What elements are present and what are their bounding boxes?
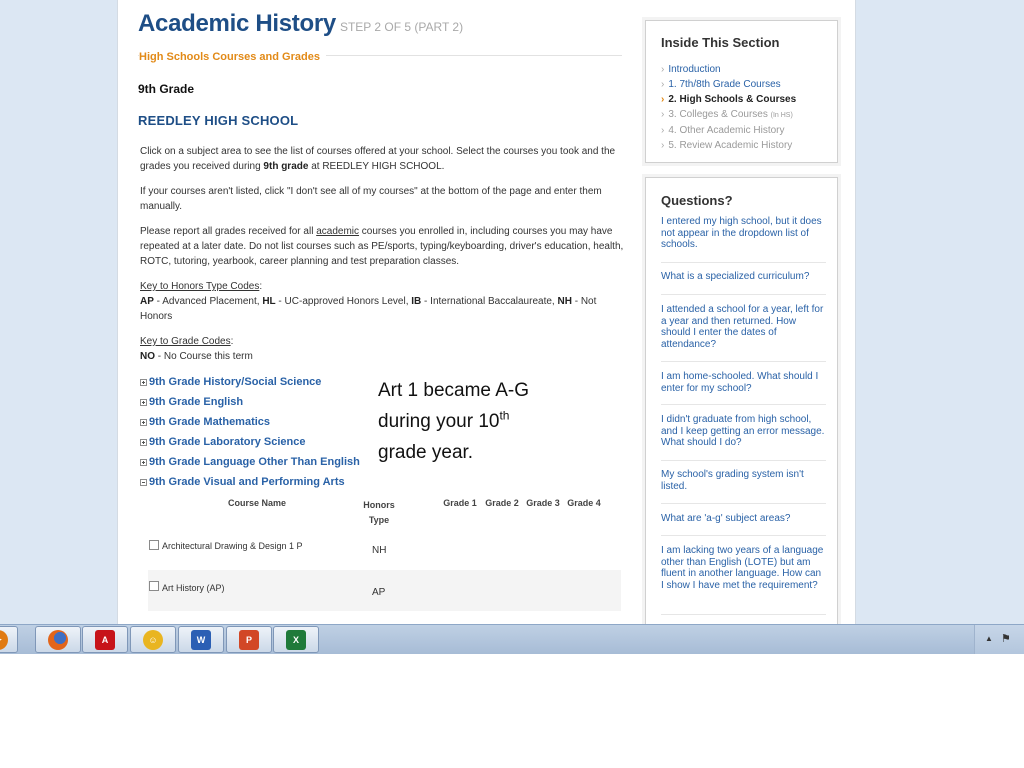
expand-icon	[140, 399, 147, 406]
expand-icon	[140, 439, 147, 446]
step-indicator: STEP 2 OF 5 (PART 2)	[339, 20, 464, 34]
action-center-flag-icon[interactable]: ⚑	[1001, 633, 1011, 645]
firefox-icon	[48, 630, 68, 650]
questions-panel	[645, 177, 838, 637]
panel-title: Inside This Section	[661, 35, 780, 50]
instructions-paragraph-2: If your courses aren't listed, click "I don't see all of my courses" at the bottom of the page and enter them manually.	[140, 186, 602, 212]
code-nh: NH	[557, 296, 572, 307]
code-ap: AP	[140, 296, 154, 307]
col-course-name: Course Name	[227, 498, 287, 508]
code-desc: - Advanced Placement,	[153, 296, 263, 307]
main-content	[138, 0, 622, 624]
honors-value: AP	[372, 587, 386, 598]
subject-laboratory-science[interactable]	[140, 436, 306, 448]
nav-label: Introduction	[668, 64, 721, 75]
collapse-icon	[140, 479, 147, 486]
word-icon: W	[191, 630, 211, 650]
faq-link[interactable]: I didn't graduate from high school, and I keep getting an error message. What should I do?	[661, 414, 825, 448]
school-heading: REEDLEY HIGH SCHOOL	[138, 113, 299, 128]
course-checkbox[interactable]	[149, 581, 159, 591]
instructions-text: courses you enrolled in, including courses you may have repeated at a later date. Do not list courses such as PE/sports, typing/keyboarding, driver's education, health, ROTC, tutoring, yearbook, career planning and test preparation classes.	[140, 226, 624, 267]
windows-taskbar	[0, 624, 1024, 654]
subject-label: 9th Grade History/Social Science	[149, 376, 322, 388]
instructions-text: Click on a subject area to see the list of courses offered at your school. Select the courses you took and the grades you received during	[140, 146, 616, 172]
page-header	[138, 10, 463, 38]
divider	[661, 262, 826, 263]
subject-mathematics[interactable]	[140, 416, 270, 428]
col-grade-2: Grade 2	[485, 498, 519, 508]
col-grade-4: Grade 4	[567, 498, 601, 508]
system-tray	[974, 625, 1024, 654]
powerpoint-button[interactable]	[226, 626, 272, 653]
code-desc: - UC-approved Honors Level,	[275, 296, 412, 307]
faq-link[interactable]: What is a specialized curriculum?	[661, 271, 810, 282]
expand-icon	[140, 459, 147, 466]
course-name: Art History (AP)	[162, 583, 225, 593]
nav-label: 2. High Schools & Courses	[668, 94, 797, 105]
instructions-text: at REEDLEY HIGH SCHOOL.	[308, 161, 445, 172]
nav-note: (In HS)	[770, 112, 793, 119]
application-page	[117, 0, 856, 624]
subject-english[interactable]	[140, 396, 243, 408]
slide-annotation	[378, 375, 578, 468]
col-grade-1: Grade 1	[443, 498, 477, 508]
tray-arrow-icon[interactable]: ▲	[985, 634, 993, 643]
chevron-right-icon: ›	[661, 64, 665, 75]
chevron-right-icon: ›	[661, 140, 665, 151]
chevron-right-icon: ›	[661, 79, 665, 90]
blank-area	[0, 655, 1024, 768]
code-desc: - No Course this term	[155, 351, 253, 362]
honors-key-label: Key to Honors Type Codes	[140, 281, 260, 292]
media-player-button[interactable]	[0, 626, 18, 653]
course-checkbox[interactable]	[149, 540, 159, 550]
subject-language-other-than-english[interactable]	[140, 456, 360, 468]
subject-label: 9th Grade Visual and Performing Arts	[149, 476, 345, 488]
subject-label: 9th Grade Language Other Than English	[149, 456, 360, 468]
instructions-text: Please report all grades received for all	[140, 226, 317, 237]
divider	[661, 535, 826, 536]
subject-label: 9th Grade English	[149, 396, 244, 408]
code-hl: HL	[262, 296, 276, 307]
divider	[661, 361, 826, 362]
page-subtitle: High Schools Courses and Grades	[139, 51, 326, 63]
grade-key-label: Key to Grade Codes	[140, 336, 231, 347]
code-desc: - International Baccalaureate,	[421, 296, 558, 307]
col-type-label: Type	[368, 515, 390, 525]
faq-link[interactable]: My school's grading system isn't listed.	[661, 469, 804, 492]
col-honors-type	[360, 498, 398, 528]
nav-label: 5. Review Academic History	[668, 140, 793, 151]
panel-title: Questions?	[661, 193, 733, 208]
faq-link[interactable]: I attended a school for a year, left for a year and then returned. How should I enter the dates of attendance?	[661, 304, 824, 350]
divider	[661, 460, 826, 461]
code-ib: IB	[411, 296, 422, 307]
instructions-grade: 9th grade	[263, 161, 309, 172]
divider	[661, 294, 826, 295]
subject-label: 9th Grade Mathematics	[149, 416, 271, 428]
code-no: NO	[140, 351, 155, 362]
nav-other-academic-history[interactable]	[661, 123, 796, 138]
grade-heading: 9th Grade	[138, 82, 195, 96]
firefox-button[interactable]	[35, 626, 81, 653]
subject-label: 9th Grade Laboratory Science	[149, 436, 306, 448]
faq-link[interactable]: I am home-schooled. What should I enter for my school?	[661, 371, 819, 394]
nav-introduction[interactable]	[661, 62, 796, 77]
subject-history-social-science[interactable]	[140, 376, 321, 388]
nav-review-academic-history[interactable]	[661, 138, 796, 153]
annotation-line: grade year.	[378, 442, 474, 463]
chevron-right-icon: ›	[661, 94, 665, 105]
faq-link[interactable]: What are 'a-g' subject areas?	[661, 513, 791, 524]
nav-high-schools-courses[interactable]	[661, 92, 796, 107]
nav-colleges-courses[interactable]	[661, 107, 796, 123]
annotation-superscript: th	[499, 408, 510, 423]
academic-link[interactable]: academic	[316, 226, 360, 237]
word-button[interactable]	[178, 626, 224, 653]
acrobat-icon: A	[95, 630, 115, 650]
col-grade-3: Grade 3	[526, 498, 560, 508]
divider	[661, 614, 826, 615]
expand-icon	[140, 379, 147, 386]
nav-7th-8th-grade-courses[interactable]	[661, 77, 796, 92]
powerpoint-icon: P	[239, 630, 259, 650]
faq-link[interactable]: I am lacking two years of a language other than English (LOTE) but am fluent in another language. How can I show I have met the requirement?	[661, 545, 824, 591]
outlook-button[interactable]	[130, 626, 176, 653]
excel-button[interactable]	[273, 626, 319, 653]
nav-label: 1. 7th/8th Grade Courses	[668, 79, 781, 90]
instructions-paragraph-3	[140, 224, 624, 269]
outlook-icon: ☺	[143, 630, 163, 650]
expand-icon	[140, 419, 147, 426]
nav-label: 3. Colleges & Courses	[668, 109, 768, 120]
honors-value: NH	[372, 545, 387, 556]
divider	[661, 404, 826, 405]
inside-this-section-panel	[645, 20, 838, 163]
subject-visual-performing-arts[interactable]	[140, 476, 345, 488]
grade-key: Key to Grade Codes: NO - No Course this term	[140, 336, 253, 362]
page-title: Academic History	[138, 10, 336, 37]
excel-icon: X	[286, 630, 306, 650]
course-name: Architectural Drawing & Design 1 P	[162, 541, 303, 551]
code-desc: - Not Honors	[140, 296, 597, 322]
faq-link[interactable]: I entered my high school, but it does not appear in the dropdown list of schools.	[661, 216, 822, 250]
honors-key: Key to Honors Type Codes: AP - Advanced Placement, HL - UC-approved Honors Level, IB - International Baccalaureate, NH - Not Honors	[140, 281, 597, 322]
annotation-line: during your 10	[378, 411, 500, 432]
acrobat-button[interactable]	[82, 626, 128, 653]
media-player-icon	[0, 630, 8, 650]
col-honors-label: Honors	[363, 500, 395, 510]
chevron-right-icon: ›	[661, 125, 665, 136]
chevron-right-icon: ›	[661, 109, 665, 120]
section-nav	[661, 62, 796, 153]
divider	[661, 503, 826, 504]
annotation-line: Art 1 became A-G	[378, 380, 530, 401]
instructions-paragraph-1	[140, 144, 624, 174]
nav-label: 4. Other Academic History	[668, 125, 785, 136]
